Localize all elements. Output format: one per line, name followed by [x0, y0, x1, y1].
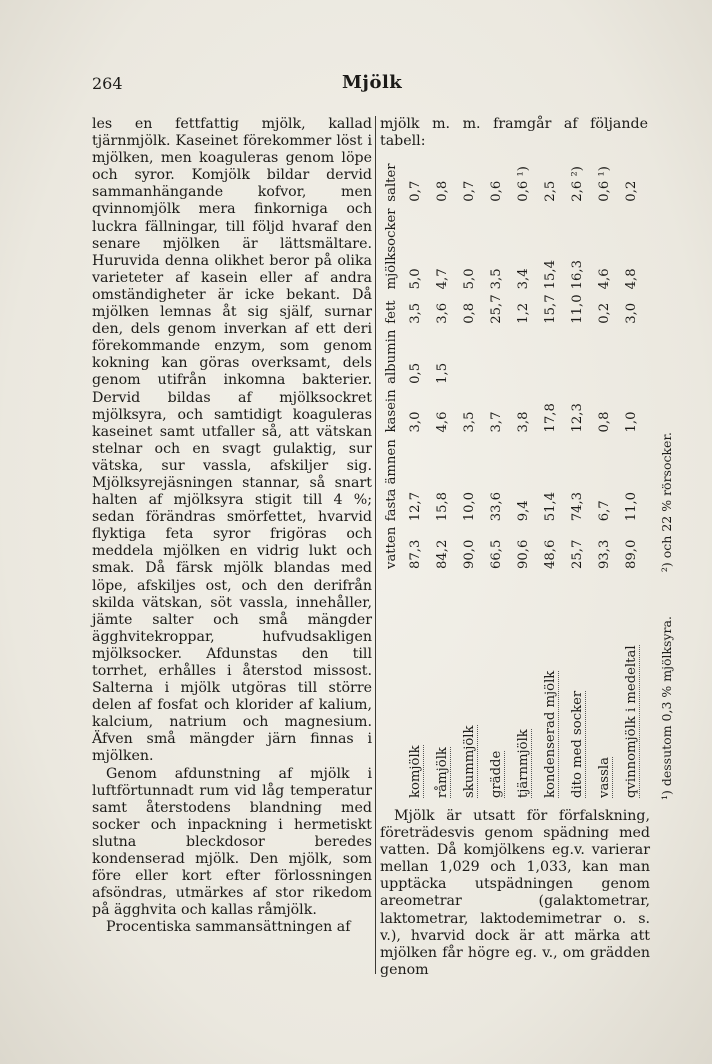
- row-label: [429, 571, 456, 800]
- table-cell: 90,0: [462, 539, 477, 569]
- running-head: Mjölk: [342, 72, 403, 93]
- table-cell: 4,6: [597, 268, 612, 290]
- row-label-text: tjärnmjölk: [515, 729, 531, 798]
- table-intro: mjölk m. m. framgår af följande tabell:: [380, 116, 648, 150]
- row-label: [510, 571, 537, 800]
- table-cell: 1,0: [624, 411, 639, 433]
- table-cell: 3,5: [462, 411, 477, 433]
- table-cell: 0,2: [597, 302, 612, 324]
- table-cell: 3,6: [435, 302, 450, 324]
- table-cell: 48,6: [543, 539, 558, 569]
- column-header: vatten: [383, 526, 399, 569]
- row-label-text: komjölk: [407, 745, 423, 798]
- table-cell: 3,8: [516, 411, 531, 433]
- table-footnotes: [645, 160, 674, 800]
- table-cell: 84,2: [435, 539, 450, 569]
- row-label: [564, 571, 591, 800]
- table-row: [591, 160, 618, 800]
- table-row: [510, 160, 537, 800]
- table-cell: 15,7: [543, 294, 558, 324]
- left-column: [92, 116, 372, 937]
- adulteration-paragraph: Mjölk är utsatt för förfalskning, företrädesvis genom spädning med vatten. Då komjölkens eg.v. varierar mellan 1,029 och 1,033, kan man upptäcka utspädningen genom areometrar (galaktometrar, laktometrar, laktodemimetrar o. s. v.), hvarvid dock är att märka att mjölken får högre eg. v., om grädden genom: [380, 808, 650, 978]
- table-row: [456, 160, 483, 800]
- row-label-text: vassla: [596, 757, 612, 798]
- table-cell: 11,0: [624, 491, 639, 522]
- row-label: [402, 571, 429, 800]
- table-cell: 4,8: [624, 268, 639, 290]
- column-header: salter: [383, 163, 399, 202]
- page-header: [92, 74, 652, 100]
- table-cell: 0,7: [462, 180, 477, 202]
- rotated-table: [380, 160, 674, 800]
- table-cell: 66,5: [489, 539, 504, 569]
- table-cell: 15,8: [435, 491, 450, 522]
- composition-table: [380, 160, 645, 800]
- table-cell: 87,3: [408, 539, 423, 569]
- table-cell: [537, 326, 564, 386]
- row-label: [483, 571, 510, 800]
- table-cell: 0,7: [408, 180, 423, 202]
- table-cell: 51,4: [543, 491, 558, 522]
- row-label-text: dito med socker: [569, 690, 585, 798]
- column-header: fasta ämnen: [383, 439, 399, 522]
- column-header: [380, 571, 402, 800]
- table-cell: 5,0: [462, 268, 477, 290]
- left-paragraph-3: Procentiska sammansättningen af: [106, 919, 351, 936]
- table-row: [429, 160, 456, 800]
- table-cell: 3,7: [489, 411, 504, 433]
- table-cell: [483, 326, 510, 386]
- table-cell: 0,8: [435, 180, 450, 202]
- row-label: [591, 571, 618, 800]
- row-label-text: skummjölk: [461, 725, 477, 798]
- table-cell: 5,0: [408, 268, 423, 290]
- table-cell: 0,8: [597, 411, 612, 433]
- table-row: [402, 160, 429, 800]
- table-row: [483, 160, 510, 800]
- table-cell: 0,6: [489, 180, 504, 202]
- table-cell: 12,3: [570, 403, 585, 433]
- table-cell: 89,0: [624, 539, 639, 569]
- table-cell: 3,4: [516, 268, 531, 290]
- table-cell: 90,6: [516, 539, 531, 569]
- table-cell: 3,5: [408, 302, 423, 324]
- footnote-1: ¹) dessutom 0,3 % mjölksyra.: [659, 616, 674, 800]
- table-cell: 15,4: [543, 259, 558, 290]
- right-column-bottom: [380, 808, 650, 979]
- table-cell: 0,6 ¹): [597, 166, 612, 202]
- table-cell: 17,8: [543, 403, 558, 433]
- column-header: fett: [383, 300, 399, 324]
- table-cell: 12,7: [408, 491, 423, 522]
- footnote-2: ²) och 22 % rörsocker.: [659, 431, 674, 573]
- table-cell: 2,6 ²): [570, 166, 585, 202]
- table-cell: [618, 326, 645, 386]
- row-label: [456, 571, 483, 800]
- row-label-text: qvinnomjölk i medeltal: [623, 645, 639, 798]
- table-row: [618, 160, 645, 800]
- table-cell: 0,5: [408, 362, 423, 384]
- table-cell: 3,0: [408, 411, 423, 433]
- table-cell: 4,6: [435, 411, 450, 433]
- table-row: [537, 160, 564, 800]
- column-header: mjölksocker: [383, 208, 399, 290]
- column-header: albumin: [383, 329, 399, 384]
- table-cell: 93,3: [597, 539, 612, 569]
- table-cell: 3,5: [489, 268, 504, 290]
- table-cell: 9,4: [516, 500, 531, 522]
- column-divider: [375, 116, 376, 974]
- table-cell: 25,7: [489, 294, 504, 324]
- right-column: [380, 116, 648, 150]
- table-header-row: [380, 160, 402, 800]
- composition-table-area: [380, 160, 674, 800]
- column-header: kasein: [383, 389, 399, 433]
- table-cell: [510, 326, 537, 386]
- left-paragraph-1: les en fettfattig mjölk, kallad tjärnmjölk. Kaseinet förekommer löst i mjölken, men koaguleras genom löpe och syror. Komjölk bildar dervid sammanhängande kofvor, men qvinnomjölk mera finkorniga och luckra fällningar, till följd hvaraf den senare mjölken är lättsmältare. Huruvida denna olikhet beror på olika varieteter af kasein eller af andra omständigheter är icke bekant. Då mjölken lemnas åt sig själf, surnar den, dels genom inverkan af ett deri förekommande enzym, som genom kokning kan göras overksamt, dels genom utifrån inkomna bakterier. Dervid bildas af mjölksockret mjölksyra, och samtidigt koaguleras kaseinet samt utfaller så, att vätskan stelnar och en svagt gulaktig, sur vätska, sur vassla, afskiljer sig. Mjölksyrejäsningen stannar, så snart halten af mjölksyra stigit till 4 %; sedan förändras smörfettet, hvarvid flyktiga feta syror frigöras och meddela mjölken en vidrig lukt och smak. Då färsk mjölk blandas med löpe, afskiljes ost, och den derifrån skilda vätskan, söt vassla, innehåller, jämte salter och små mängder ägghvitekroppar, hufvudsakligen mjölksocker. Afdunstas den till torrhet, erhålles i återstod missost. Salterna i mjölk utgöras till större delen af fosfat och klorider af kalium, kalcium, natrium och magnesium. Äfven små mängder järn finnas i mjölken.: [92, 116, 372, 765]
- table-cell: [591, 326, 618, 386]
- table-cell: 4,7: [435, 268, 450, 290]
- row-label-text: grädde: [488, 750, 504, 798]
- row-label: [618, 571, 645, 800]
- table-cell: 0,2: [624, 180, 639, 202]
- left-paragraph-2: Genom afdunstning af mjölk i luftförtunnadt rum vid låg temperatur samt återstodens blandning med socker och inpackning i hermetiskt slutna bleckdosor beredes kondenserad mjölk. Den mjölk, som före eller kort efter förlossningen afsöndras, utmärkes af stor rikedom på ägghvita och kallas råmjölk.: [92, 765, 372, 919]
- table-cell: [564, 326, 591, 386]
- row-label-text: råmjölk: [434, 747, 450, 798]
- table-cell: 16,3: [570, 259, 585, 290]
- table-cell: 0,6 ¹): [516, 166, 531, 202]
- row-label-text: kondenserad mjölk: [542, 670, 558, 798]
- page-number: 264: [92, 74, 123, 93]
- table-cell: 74,3: [570, 491, 585, 522]
- table-cell: 10,0: [462, 491, 477, 522]
- table-row: [564, 160, 591, 800]
- table-cell: 0,8: [462, 302, 477, 324]
- table-cell: [456, 326, 483, 386]
- table-cell: 33,6: [489, 491, 504, 522]
- row-label: [537, 571, 564, 800]
- table-cell: 2,5: [543, 180, 558, 202]
- table-cell: 25,7: [570, 539, 585, 569]
- table-cell: 3,0: [624, 302, 639, 324]
- table-cell: 1,5: [435, 362, 450, 384]
- table-cell: 11,0: [570, 294, 585, 324]
- table-cell: 1,2: [516, 302, 531, 324]
- table-cell: 6,7: [597, 500, 612, 522]
